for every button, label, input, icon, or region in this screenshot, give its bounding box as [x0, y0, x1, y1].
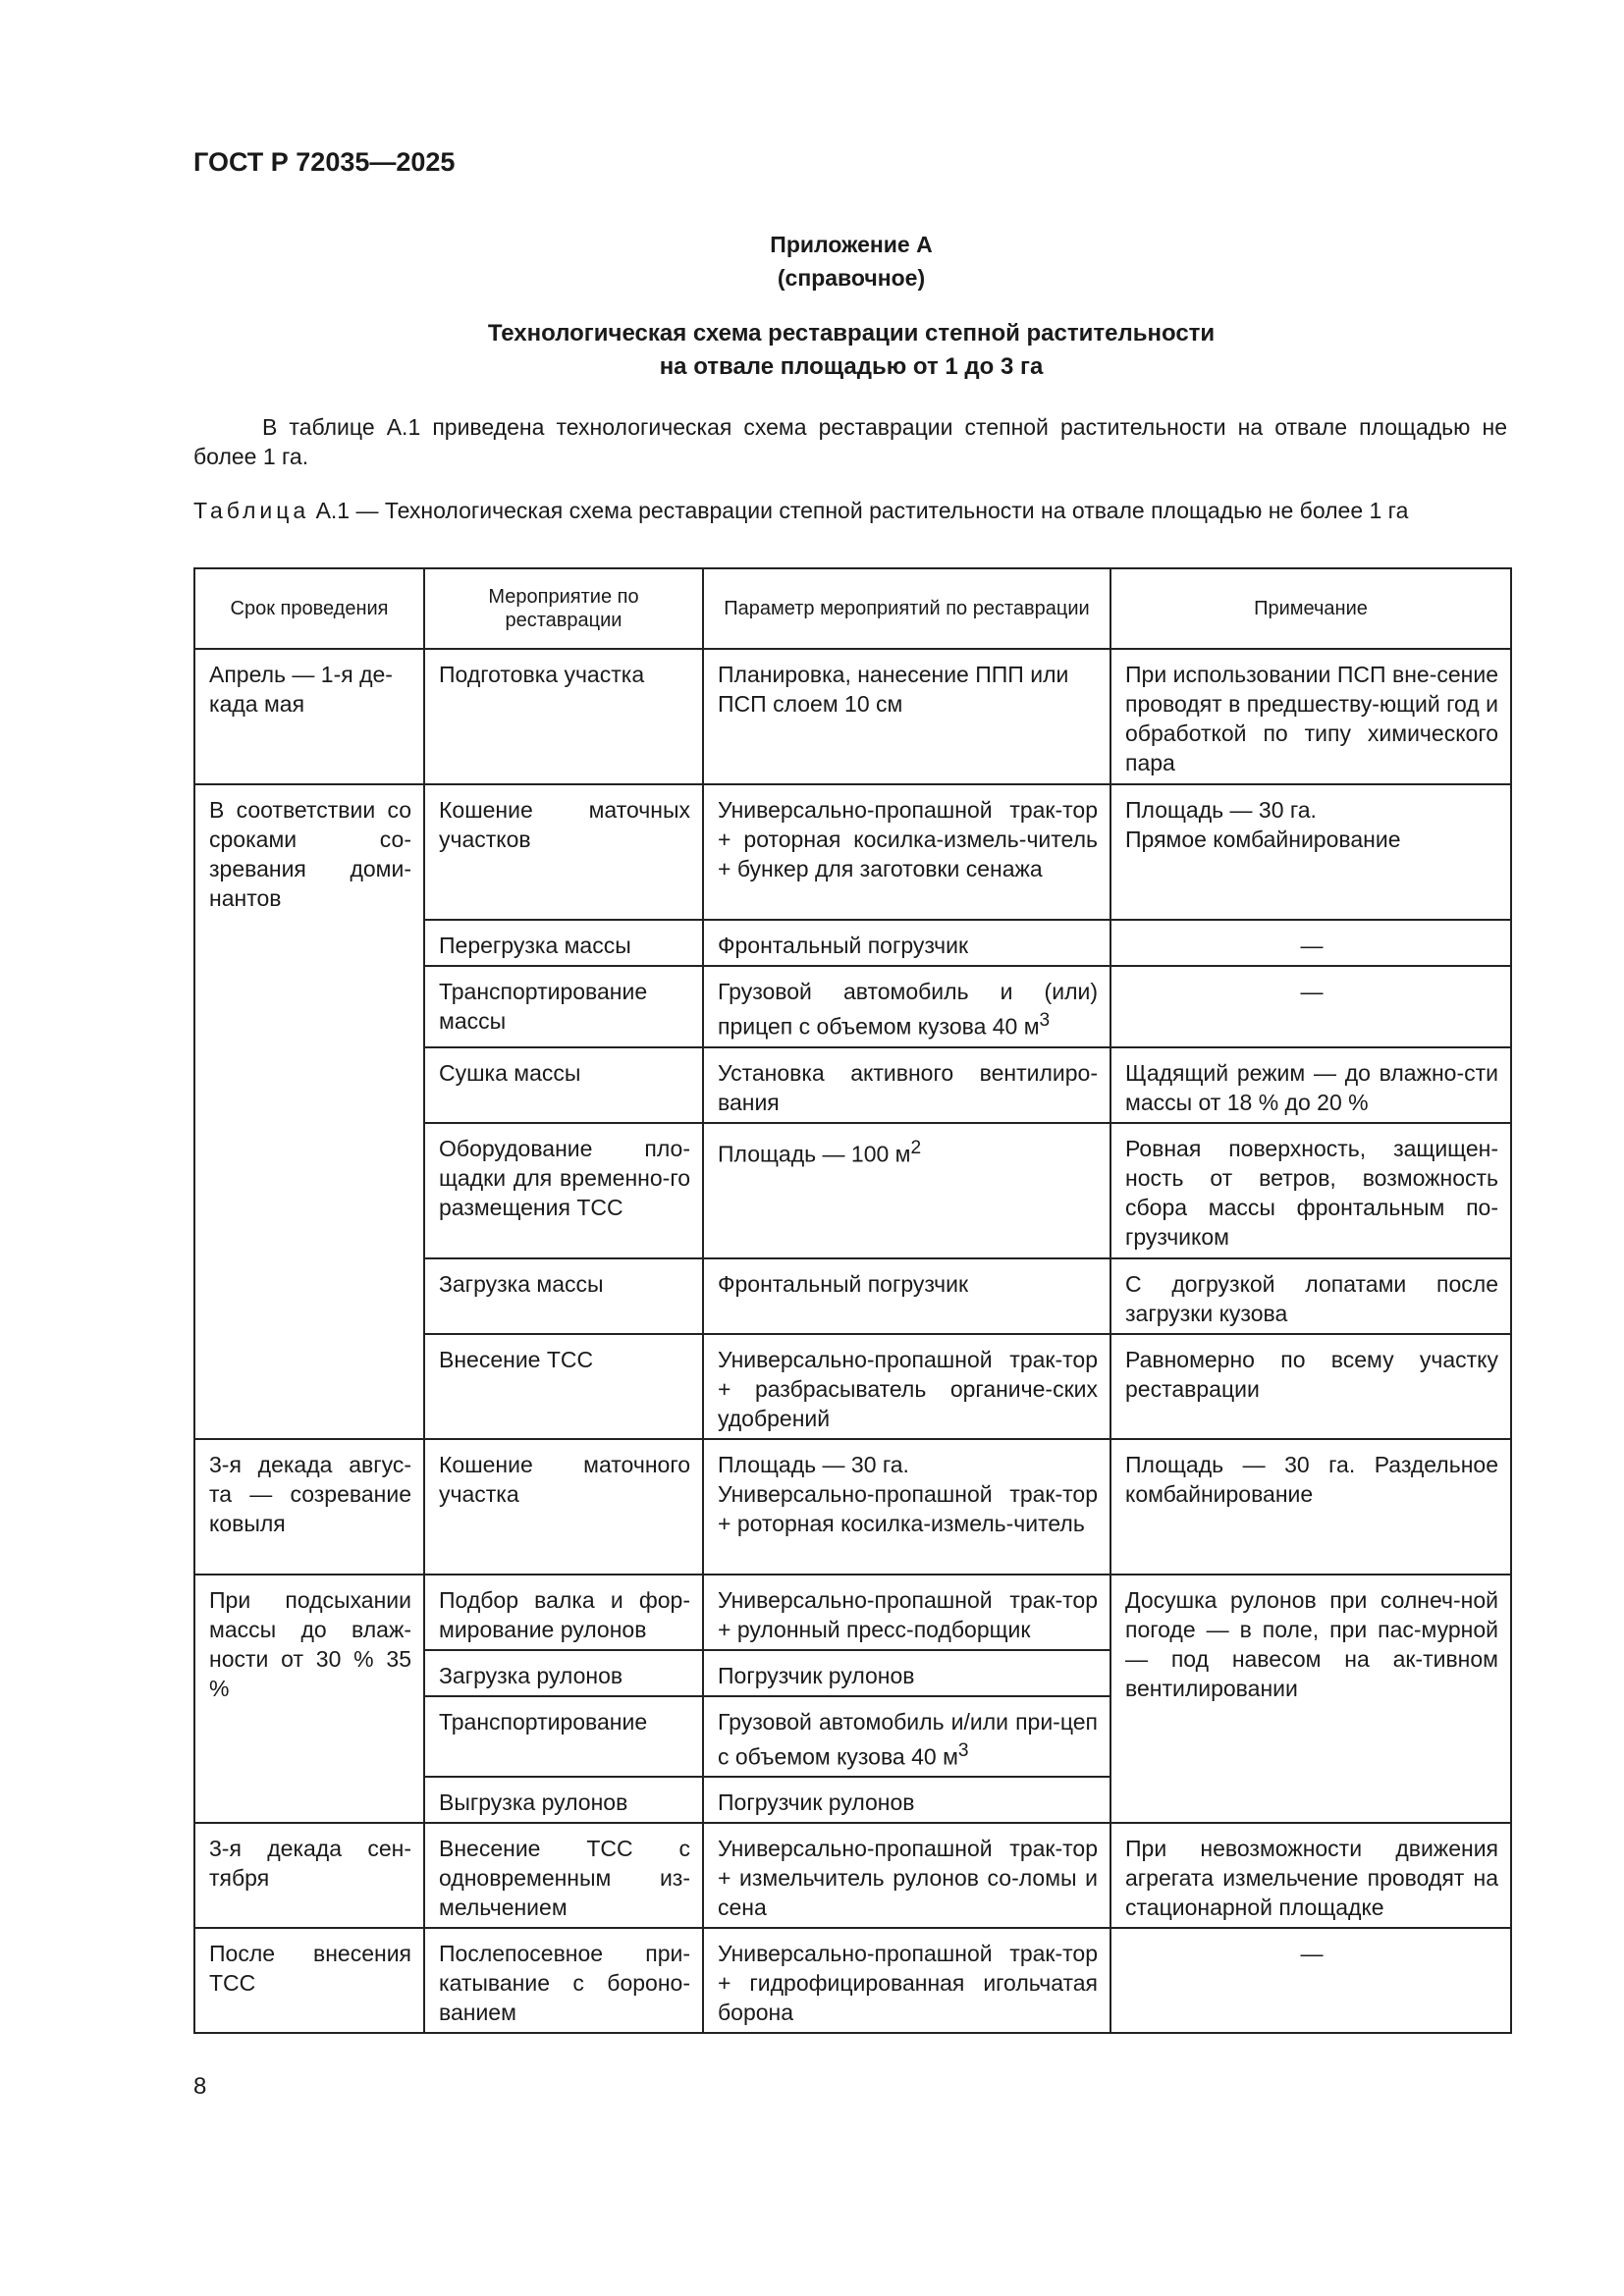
param-cell — [703, 966, 1110, 1047]
action-cell: Перегрузка массы — [424, 920, 703, 966]
param-cell: Фронтальный погрузчик — [703, 1258, 1110, 1334]
annex-title — [0, 317, 1624, 384]
note-cell: При использовании ПСП вне-сение проводят в предшеству-ющий год и обработкой по типу химического пара — [1110, 649, 1511, 784]
note-cell: Щадящий режим — до влажно-сти массы от 18 % до 20 % — [1110, 1047, 1511, 1123]
param-cell: Планировка, нанесение ППП или ПСП слоем 10 см — [703, 649, 1110, 784]
annex-title-line1: Технологическая схема реставрации степной растительности — [487, 320, 1216, 347]
schedule-table — [193, 567, 1512, 2034]
param-cell: Погрузчик рулонов — [703, 1650, 1110, 1696]
table-row — [194, 1928, 1511, 2033]
note-cell: Досушка рулонов при солнеч-ной погоде — в поле, при пас-мурной — под навесом на ак-тивном вентилировании — [1110, 1575, 1511, 1824]
action-cell: Послепосевное при-катывание с бороно-ванием — [424, 1928, 703, 2033]
param-text: Грузовой автомобиль и/или при-цеп с объемом кузова 40 м — [718, 1708, 1098, 1770]
header-action: Мероприятие по реставрации — [424, 568, 703, 649]
page-number: 8 — [193, 2073, 207, 2100]
param-text: Площадь — 100 м — [718, 1141, 911, 1167]
action-cell: Внесение ТСС — [424, 1334, 703, 1439]
note-cell: С догрузкой лопатами после загрузки кузова — [1110, 1258, 1511, 1334]
param-superscript: 3 — [957, 1739, 969, 1761]
header-note: Примечание — [1110, 568, 1511, 649]
table-caption-word: Таблица — [193, 498, 310, 523]
param-cell: Универсально-пропашной трак-тор + разбрасыватель органиче-ских удобрений — [703, 1334, 1110, 1439]
action-cell: Загрузка рулонов — [424, 1650, 703, 1696]
param-superscript: 3 — [1039, 1010, 1051, 1031]
note-cell: Площадь — 30 га. Раздельное комбайнирование — [1110, 1439, 1511, 1575]
param-cell: Погрузчик рулонов — [703, 1777, 1110, 1823]
term-cell: 3-я декада сен-тября — [194, 1823, 424, 1928]
param-cell: Фронтальный погрузчик — [703, 920, 1110, 966]
param-cell: Площадь — 30 га. Универсально-пропашной трак-тор + роторная косилка-измель-читель — [703, 1439, 1110, 1575]
action-cell: Подбор валка и фор-мирование рулонов — [424, 1575, 703, 1650]
table-row — [194, 1823, 1511, 1928]
annex-title-line2: на отвале площадью от 1 до 3 га — [659, 353, 1044, 380]
note-cell: — — [1110, 1928, 1511, 2033]
action-cell: Оборудование пло-щадки для временно-го размещения ТСС — [424, 1123, 703, 1258]
table-caption — [193, 496, 1507, 525]
param-superscript: 2 — [910, 1137, 922, 1158]
action-cell: Кошение маточных участков — [424, 784, 703, 920]
term-cell: 3-я декада авгус-та — созревание ковыля — [194, 1439, 424, 1575]
term-cell: При подсыхании массы до влаж-ности от 30 % 35 % — [194, 1575, 424, 1824]
table-row — [194, 784, 1511, 920]
header-param: Параметр мероприятий по реставрации — [703, 568, 1110, 649]
action-cell: Внесение ТСС с одновременным из-мельчением — [424, 1823, 703, 1928]
term-cell: Апрель — 1-я де- када мая — [194, 649, 424, 784]
action-cell: Выгрузка рулонов — [424, 1777, 703, 1823]
param-cell: Универсально-пропашной трак-тор + измельчитель рулонов со-ломы и сена — [703, 1823, 1110, 1928]
table-row — [194, 1575, 1511, 1650]
action-cell: Сушка массы — [424, 1047, 703, 1123]
document-code: ГОСТ Р 72035—2025 — [193, 147, 456, 177]
annex-kind: (справочное) — [777, 265, 926, 291]
param-cell: Установка активного вентилиро-вания — [703, 1047, 1110, 1123]
note-cell: Ровная поверхность, защищен-ность от ветров, возможность сбора массы фронтальным по-грузчиком — [1110, 1123, 1511, 1258]
param-text: Грузовой автомобиль и (или) прицеп с объемом кузова 40 м — [718, 979, 1098, 1040]
table-caption-text: А.1 — Технологическая схема реставрации степной растительности на отвале площадью не более 1 га — [309, 498, 1409, 523]
param-cell: Универсально-пропашной трак-тор + рулонный пресс-подборщик — [703, 1575, 1110, 1650]
note-cell: — — [1110, 966, 1511, 1047]
action-cell: Загрузка массы — [424, 1258, 703, 1334]
param-cell: Универсально-пропашной трак-тор + гидрофицированная игольчатая борона — [703, 1928, 1110, 2033]
param-cell — [703, 1123, 1110, 1258]
action-cell: Транспортирование массы — [424, 966, 703, 1047]
intro-paragraph: В таблице А.1 приведена технологическая схема реставрации степной растительности на отвале площадью не более 1 га. — [193, 414, 1507, 469]
annex-label: Приложение А — [770, 232, 933, 257]
action-cell: Подготовка участка — [424, 649, 703, 784]
note-cell: Площадь — 30 га. Прямое комбайнирование — [1110, 784, 1511, 920]
param-cell: Универсально-пропашной трак-тор + роторная косилка-измель-читель + бункер для заготовки сенажа — [703, 784, 1110, 920]
note-cell: При невозможности движения агрегата измельчение проводят на стационарной площадке — [1110, 1823, 1511, 1928]
action-cell: Транспортирование — [424, 1696, 703, 1778]
param-cell — [703, 1696, 1110, 1778]
term-cell: После внесения ТСС — [194, 1928, 424, 2033]
action-cell: Кошение маточного участка — [424, 1439, 703, 1575]
table-header-row — [194, 568, 1511, 649]
note-cell: — — [1110, 920, 1511, 966]
header-term: Срок проведения — [194, 568, 424, 649]
note-cell: Равномерно по всему участку реставрации — [1110, 1334, 1511, 1439]
term-cell: В соответствии со сроками со-зревания доми-нантов — [194, 784, 424, 1439]
annex-heading — [0, 228, 1624, 294]
table-row — [194, 649, 1511, 784]
table-row — [194, 1439, 1511, 1575]
